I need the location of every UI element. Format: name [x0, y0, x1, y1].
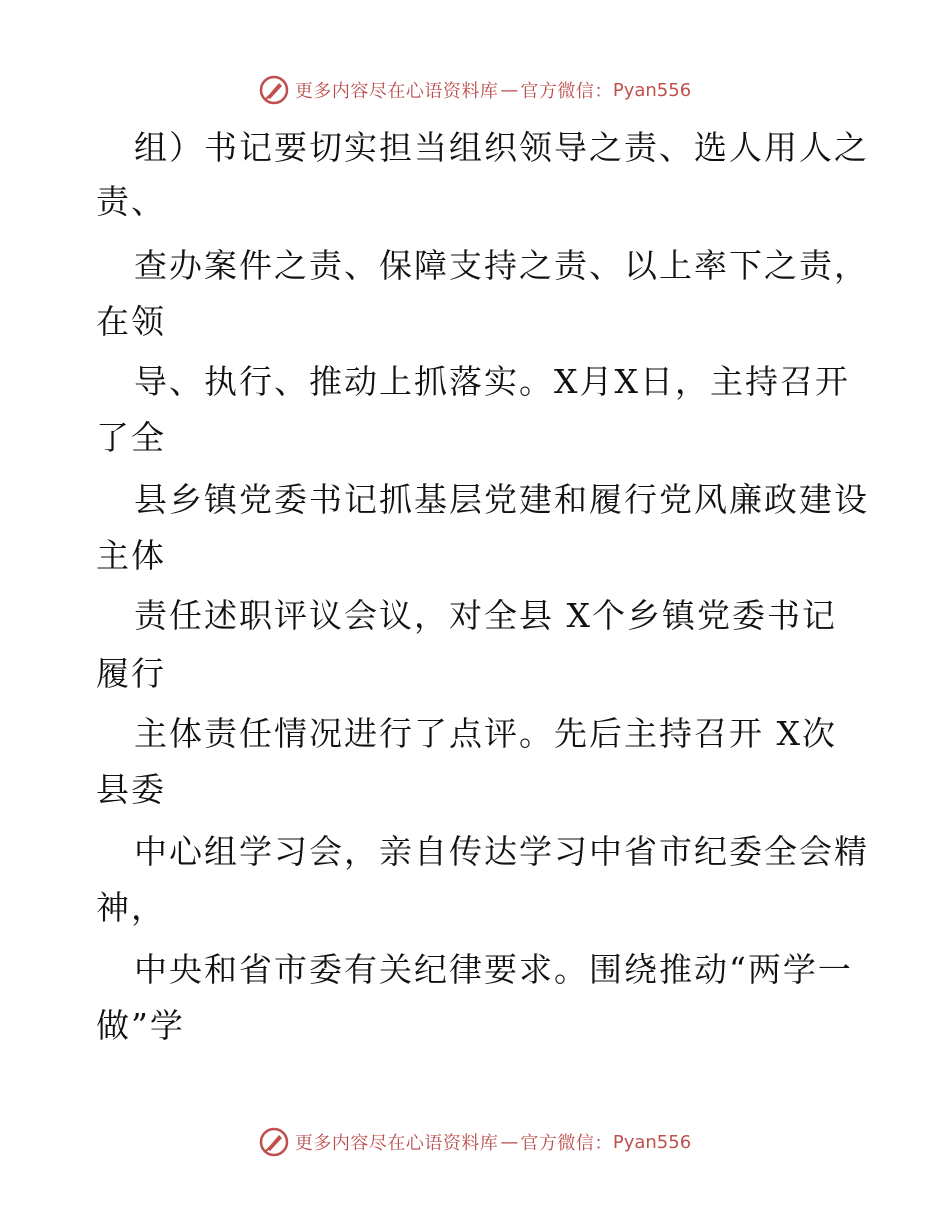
watermark-wechat-label: 官方微信： — [520, 81, 613, 102]
paragraph-line: 主体责任情况进行了点评。先后主持召开 X次 — [134, 714, 837, 753]
watermark-dash: — — [500, 79, 519, 101]
quill-logo-icon — [259, 75, 289, 105]
quill-logo-icon — [259, 1127, 289, 1157]
paragraph-line: 神， — [96, 888, 166, 927]
watermark-main-text: 更多内容尽在心语资料库 — [294, 1133, 499, 1154]
paragraph-line: 做”学 — [96, 1006, 185, 1045]
paragraph-line: 主体 — [96, 536, 166, 575]
watermark-wechat-id: Pyan556 — [612, 79, 692, 101]
paragraph-line: 中心组学习会，亲自传达学习中省市纪委全会精 — [134, 832, 869, 871]
paragraph-line: 责任述职评议会议，对全县 X个乡镇党委书记 — [134, 596, 837, 635]
paragraph-line: 导、执行、推动上抓落实。X月X日，主持召开 — [134, 362, 850, 401]
paragraph-line: 中央和省市委有关纪律要求。围绕推动“两学一 — [134, 950, 853, 989]
watermark-main-text: 更多内容尽在心语资料库 — [294, 81, 499, 102]
paragraph-line: 责、 — [96, 182, 166, 221]
paragraph-line: 履行 — [96, 654, 166, 693]
watermark-dash: — — [500, 1131, 519, 1153]
paragraph-line: 县乡镇党委书记抓基层党建和履行党风廉政建设 — [134, 480, 869, 519]
paragraph-line: 查办案件之责、保障支持之责、以上率下之责， — [134, 246, 869, 285]
paragraph-line: 组）书记要切实担当组织领导之责、选人用人之 — [134, 128, 869, 167]
paragraph-line: 在领 — [96, 302, 166, 341]
header-watermark — [0, 72, 950, 108]
paragraph-line: 县委 — [96, 770, 166, 809]
watermark-wechat-label: 官方微信： — [520, 1133, 613, 1154]
paragraph-line: 了全 — [96, 418, 166, 457]
footer-watermark — [0, 1124, 950, 1160]
watermark-wechat-id: Pyan556 — [612, 1131, 692, 1153]
